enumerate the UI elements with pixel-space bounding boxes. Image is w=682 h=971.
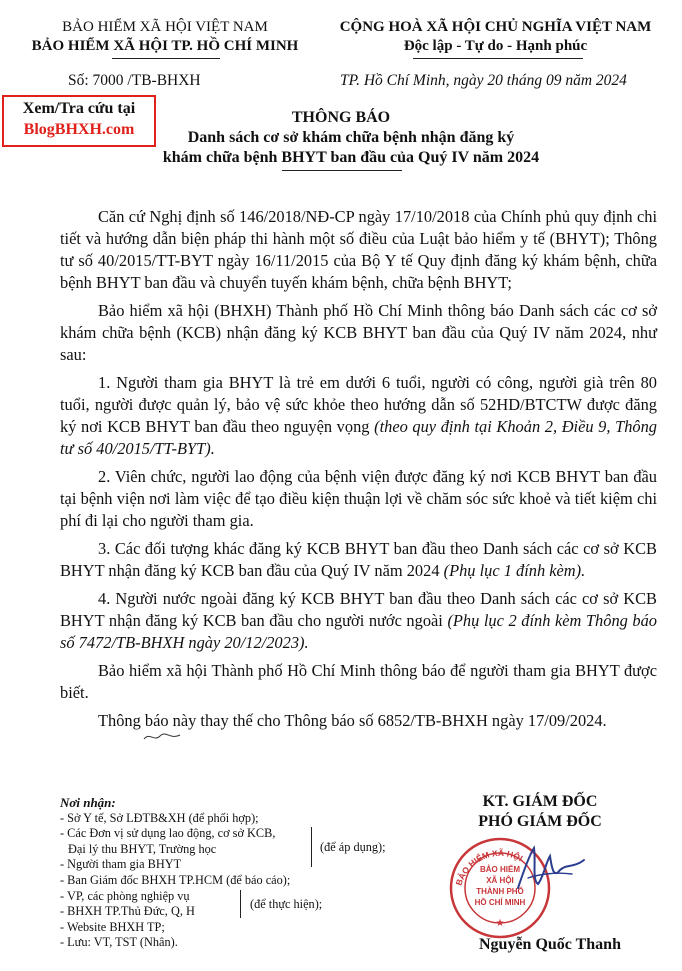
- apply-brace: [311, 827, 312, 867]
- sign-title-2: PHÓ GIÁM ĐỐC: [478, 813, 602, 830]
- recipient-item: - Ban Giám đốc BHXH TP.HCM (để báo cáo);: [60, 872, 291, 887]
- para-item-1-ref: (theo quy định tại Khoản 2, Điều 9, Thông tư số 40/2015/TT-BYT).: [60, 417, 658, 458]
- doc-number: Số: 7000 /TB-BHXH: [68, 72, 201, 89]
- country-name: CỘNG HOÀ XÃ HỘI CHỦ NGHĨA VIỆT NAM: [339, 19, 652, 35]
- recipients-list: [60, 795, 290, 951]
- recipient-item: - Người tham gia BHYT: [60, 857, 182, 872]
- doc-title-line1: Danh sách cơ sở khám chữa bệnh nhận đăng ký: [187, 129, 515, 146]
- title-underline: [282, 170, 402, 171]
- recipient-item: Đại lý thu BHYT, Trường học: [68, 841, 217, 856]
- recipient-item: - Sở Y tế, Sở LĐTB&XH (để phối hợp);: [60, 810, 259, 825]
- stamp-line-2: XÃ HỘI: [486, 876, 514, 885]
- para-replacement: Thông báo này thay thế cho Thông báo số 6852/TB-BHXH ngày 17/09/2024.: [98, 711, 607, 730]
- stamp-line-4: HỒ CHÍ MINH: [474, 898, 526, 907]
- recipient-item: - BHXH TP.Thủ Đức, Q, H: [60, 904, 195, 919]
- para-item-1-text: 1. Người tham gia BHYT là trẻ em dưới 6 tuổi, người có công, người già trên 80 tuổi, người được quản lý, bảo vệ sức khỏe theo hướng dẫn số 52HD/BTCTW được đăng ký nơi KCB BHYT ban đầu theo nguyện vọng: [60, 373, 657, 436]
- para-legal-basis: Căn cứ Nghị định số 146/2018/NĐ-CP ngày 17/10/2018 của Chính phủ quy định chi tiết và hướng dẫn biện pháp thi hành một số điều của Luật bảo hiểm y tế (BHYT); Thông tư số 40/2015/TT-BYT ngày 16/11/2015 của Bộ Y tế Quy định đăng ký khám bệnh, chữa bệnh BHYT ban đầu và chuyển tuyến khám bệnh, chữa bệnh BHYT;: [60, 207, 657, 292]
- para-closing: Bảo hiểm xã hội Thành phố Hồ Chí Minh thông báo để người tham gia BHYT được biết.: [60, 661, 657, 702]
- para-item-3-text: 3. Các đối tượng khác đăng ký KCB BHYT ban đầu theo Danh sách các cơ sở KCB BHYT nhận đăng ký KCB ban đầu của Quý IV năm 2024: [60, 539, 657, 580]
- place-date: TP. Hồ Chí Minh, ngày 20 tháng 09 năm 2024: [340, 72, 627, 89]
- para-item-3-ref: (Phụ lục 1 đính kèm).: [443, 561, 586, 580]
- para-item-2: 2. Viên chức, người lao động của bệnh viện được đăng ký nơi KCB BHYT ban đầu tại bệnh viện nơi làm việc để tạo điều kiện thuận lợi về chăm sóc sức khoẻ và tiết kiệm chi phí đi lại cho người tham gia.: [60, 467, 657, 530]
- document-body: [60, 206, 657, 738]
- note-apply: (để áp dụng);: [320, 840, 386, 854]
- watermark-line1: Xem/Tra cứu tại: [22, 100, 136, 117]
- recipient-item: - Website BHXH TP;: [60, 919, 165, 934]
- para-announcement: Bảo hiểm xã hội (BHXH) Thành phố Hồ Chí Minh thông báo Danh sách các cơ sở khám chữa bệnh (KCB) nhận đăng ký KCB BHYT ban đầu của Quý IV năm 2024, như sau:: [60, 301, 657, 364]
- motto-underline: [413, 58, 583, 59]
- note-execute: (để thực hiện);: [250, 897, 323, 911]
- recipient-item: - VP, các phòng nghiệp vụ: [60, 888, 190, 903]
- handwritten-signature: [500, 840, 590, 900]
- stamp-arc-text: BẢO HIỂM XÃ HỘI: [453, 847, 525, 887]
- doc-type: THÔNG BÁO: [291, 109, 391, 126]
- org-underline: [112, 58, 220, 59]
- initial-scribble: [142, 730, 182, 744]
- org-parent: BẢO HIỂM XÃ HỘI VIỆT NAM: [62, 19, 268, 35]
- stamp-star: ★: [495, 918, 505, 929]
- recipient-item: - Lưu: VT, TST (Nhân).: [60, 935, 178, 950]
- para-item-4: [60, 588, 657, 654]
- para-item-3: [60, 538, 657, 582]
- para-item-1: [60, 372, 657, 460]
- para-item-4-ref: (Phụ lục 2 đính kèm Thông báo số 7472/TB-BHXH ngày 20/12/2023).: [60, 611, 657, 652]
- sign-title-1: KT. GIÁM ĐỐC: [482, 793, 598, 810]
- signer-name: Nguyễn Quốc Thanh: [479, 936, 621, 953]
- recipient-item: - Các Đơn vị sử dụng lao động, cơ sở KCB,: [60, 826, 276, 841]
- recipients-heading: Nơi nhận:: [60, 795, 116, 810]
- watermark-link[interactable]: BlogBHXH.com: [23, 121, 135, 138]
- doc-title-line2: khám chữa bệnh BHYT ban đầu của Quý IV năm 2024: [162, 149, 540, 166]
- org-name: BẢO HIỂM XÃ HỘI TP. HỒ CHÍ MINH: [31, 38, 299, 54]
- stamp-line-3: THÀNH PHỐ: [476, 887, 524, 896]
- motto: Độc lập - Tự do - Hạnh phúc: [403, 38, 588, 54]
- execute-brace: [240, 890, 241, 918]
- stamp-line-1: BẢO HIỂM: [480, 865, 520, 874]
- para-item-4-text: 4. Người nước ngoài đăng ký KCB BHYT ban đầu theo Danh sách các cơ sở KCB BHYT nhận đăng ký KCB ban đầu cho người nước ngoài: [60, 589, 657, 630]
